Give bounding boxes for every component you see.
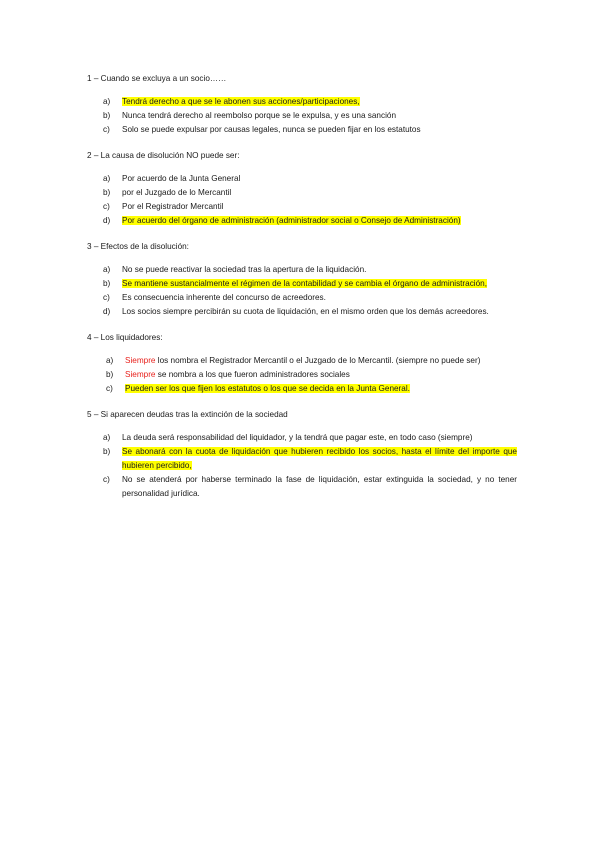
option-item [87, 123, 517, 137]
option-text [125, 356, 480, 365]
option-text [122, 174, 240, 183]
option-text [122, 293, 326, 302]
option-body: No se atenderá por haberse terminado la fase de liquidación, estar extinguida la sociedad, y no tener personalidad jurídica. [122, 475, 517, 498]
option-text [122, 447, 517, 470]
question-title: 3 – Efectos de la disolución: [87, 242, 189, 251]
option-item [87, 95, 517, 109]
option-text [122, 202, 223, 211]
option-text [122, 307, 489, 316]
option-body: No se puede reactivar la sociedad tras la apertura de la liquidación. [122, 265, 367, 274]
option-letter: c) [103, 125, 110, 134]
option-letter: c) [106, 384, 113, 393]
option-letter: c) [103, 293, 110, 302]
emphasis-word: Siempre [125, 356, 156, 365]
option-text [125, 384, 410, 393]
option-text [122, 125, 421, 134]
emphasis-word: Siempre [125, 370, 156, 379]
option-body: Por el Registrador Mercantil [122, 202, 224, 211]
option-letter: b) [103, 188, 111, 197]
option-letter: d) [103, 216, 111, 225]
option-body: Es consecuencia inherente del concurso de acreedores. [122, 293, 326, 302]
option-body: Por acuerdo de la Junta General [122, 174, 241, 183]
option-body: Tendrá derecho a que se le abonen sus acciones/participaciones, [122, 97, 360, 106]
option-body: Por acuerdo del órgano de administración (administrador social o Consejo de Administración) [122, 216, 461, 225]
option-item [87, 214, 517, 228]
option-body: La deuda será responsabilidad del liquidador, y la tendrá que pagar este, en todo caso (siempre) [122, 433, 473, 442]
options-list [87, 95, 517, 137]
option-letter: b) [103, 279, 111, 288]
option-item [87, 263, 517, 277]
option-text [125, 370, 350, 379]
option-item [87, 109, 517, 123]
option-letter: d) [103, 307, 111, 316]
option-text [122, 111, 396, 120]
question-title: 1 – Cuando se excluya a un socio…… [87, 74, 227, 83]
option-letter: a) [106, 356, 114, 365]
option-letter: c) [103, 202, 110, 211]
option-item [87, 445, 517, 473]
option-text [122, 265, 366, 274]
option-letter: b) [103, 447, 111, 456]
options-list [87, 263, 517, 319]
option-text [122, 433, 472, 442]
option-item [87, 172, 517, 186]
option-letter: c) [103, 475, 110, 484]
option-item [87, 473, 517, 501]
option-letter: a) [103, 174, 111, 183]
question-title: 5 – Si aparecen deudas tras la extinción de la sociedad [87, 410, 288, 419]
option-item [87, 200, 517, 214]
question-title: 4 – Los liquidadores: [87, 333, 163, 342]
option-item [87, 186, 517, 200]
option-text [122, 279, 487, 288]
option-letter: a) [103, 433, 111, 442]
option-item [87, 382, 517, 396]
option-text [122, 216, 461, 225]
document-content [87, 73, 517, 514]
option-body: Se mantiene sustancialmente el régimen de la contabilidad y se cambia el órgano de administración, [122, 279, 488, 288]
option-item [87, 368, 517, 382]
option-body: Se abonará con la cuota de liquidación que hubieren recibido los socios, hasta el límite del importe que hubieren percibido, [122, 447, 517, 470]
option-text [122, 97, 360, 106]
option-item [87, 277, 517, 291]
question-title: 2 – La causa de disolución NO puede ser: [87, 151, 240, 160]
option-item [87, 354, 517, 368]
option-body: se nombra a los que fueron administradores sociales [155, 370, 350, 379]
option-text [122, 475, 517, 498]
options-list [87, 172, 517, 228]
option-body: Los socios siempre percibirán su cuota de liquidación, en el mismo orden que los demás acreedores. [122, 307, 489, 316]
option-body: Solo se puede expulsar por causas legales, nunca se pueden fijar en los estatutos [122, 125, 421, 134]
option-body: los nombra el Registrador Mercantil o el Juzgado de lo Mercantil. (siempre no puede ser) [155, 356, 481, 365]
option-item [87, 291, 517, 305]
option-body: Nunca tendrá derecho al reembolso porque se le expulsa, y es una sanción [122, 111, 396, 120]
option-letter: b) [106, 370, 114, 379]
options-list [87, 354, 517, 396]
option-body: por el Juzgado de lo Mercantil [122, 188, 232, 197]
option-text [122, 188, 231, 197]
option-item [87, 431, 517, 445]
option-letter: a) [103, 265, 111, 274]
option-letter: b) [103, 111, 111, 120]
options-list [87, 431, 517, 501]
option-item [87, 305, 517, 319]
option-body: Pueden ser los que fijen los estatutos o los que se decida en la Junta General. [125, 384, 410, 393]
option-letter: a) [103, 97, 111, 106]
